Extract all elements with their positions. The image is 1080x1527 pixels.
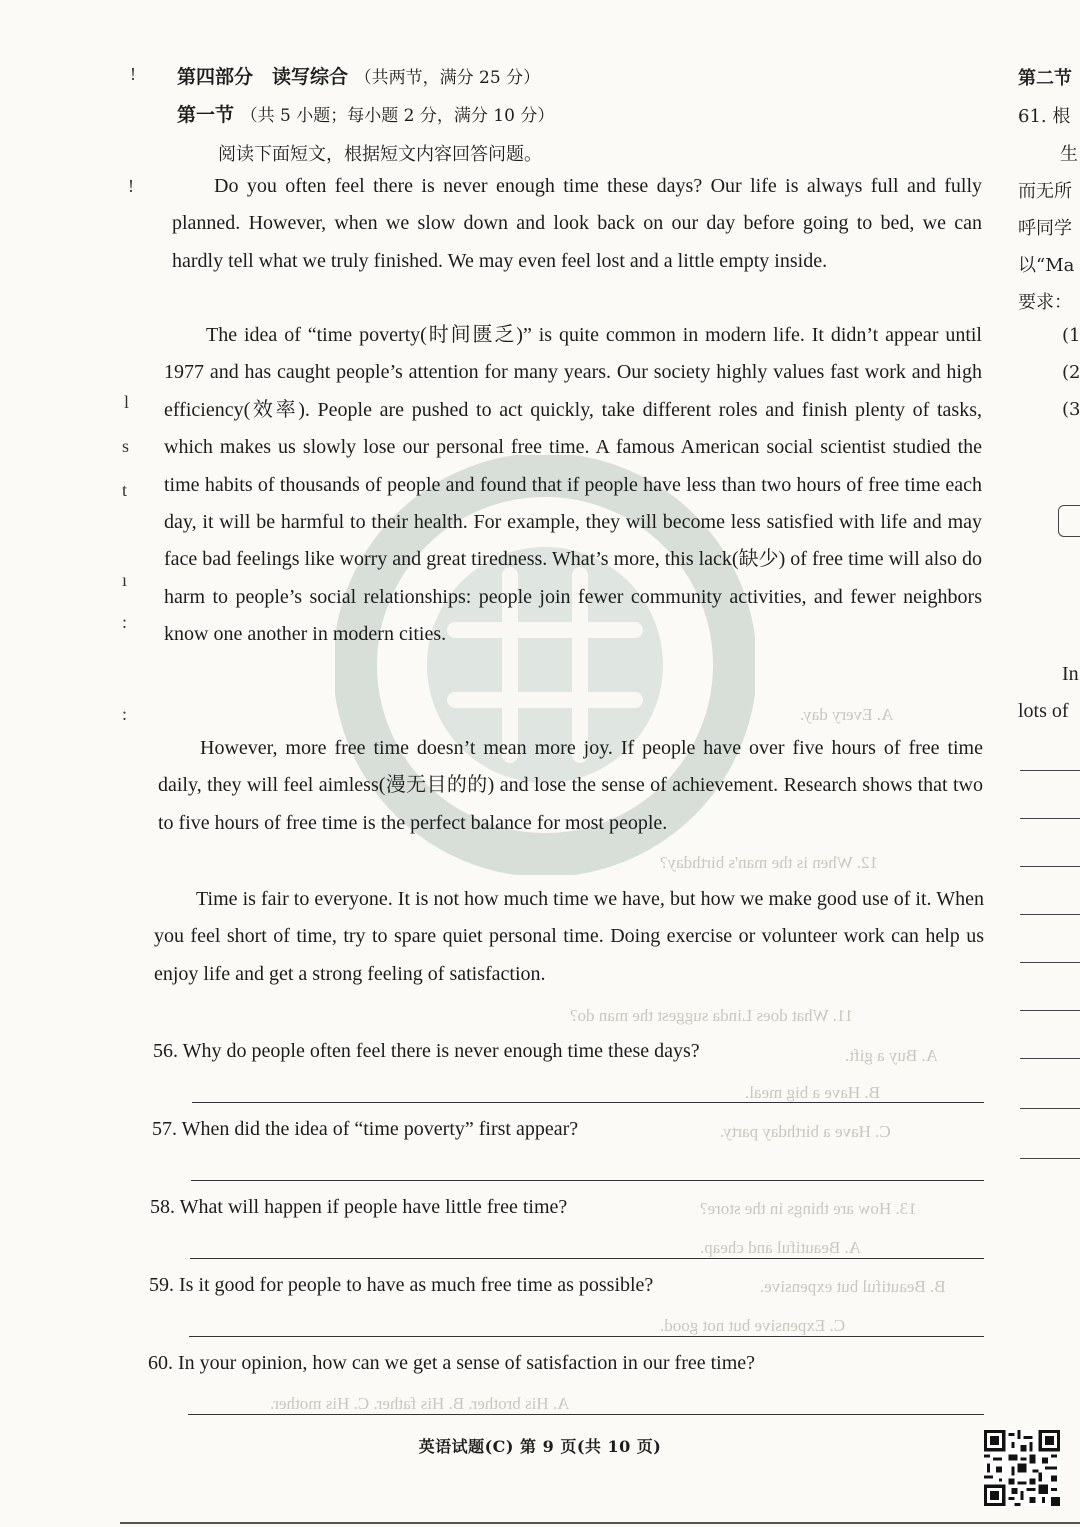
part-detail: （共两节，满分 25 分）: [354, 68, 541, 88]
bleed-text: 11. What does Linda suggest the man do?: [570, 1006, 854, 1025]
edge-text: lots of: [1018, 700, 1069, 722]
margin-mark: :: [122, 704, 128, 724]
edge-text: (1: [1062, 325, 1080, 346]
edge-answer-line: [1020, 818, 1080, 819]
edge-box: [1058, 505, 1080, 537]
question-text: What will happen if people have little free time?: [179, 1196, 568, 1218]
edge-text: 要求：: [1018, 292, 1072, 313]
bleed-text: 12. When is the man's birthday?: [660, 853, 879, 872]
bleed-text: C. Have a birthday party.: [720, 1122, 891, 1141]
margin-mark: s: [122, 436, 130, 456]
edge-answer-line: [1020, 1158, 1080, 1159]
bleed-text: A. Buy a gift.: [845, 1046, 939, 1065]
bleed-text: 13. How are things in the store?: [700, 1199, 917, 1218]
edge-text: 生: [1060, 144, 1078, 165]
qr-code-icon: [984, 1430, 1060, 1506]
passage-paragraph-4: Time is fair to everyone. It is not how much time we have, but how we make good use of it. When you feel short of time, try to spare quiet personal time. Doing exercise or volunteer work can help us enjoy life and get a strong feeling of satisfaction.: [154, 888, 984, 985]
part-title: 第四部分 读写综合: [177, 66, 349, 88]
edge-answer-line: [1020, 770, 1080, 771]
edge-text: 而无所: [1018, 181, 1072, 202]
edge-text: In: [1062, 663, 1079, 685]
section-heading: [177, 100, 554, 127]
margin-mark: t: [122, 480, 128, 500]
part-heading: [177, 62, 540, 89]
margin-mark: !: [130, 64, 136, 84]
question-number: 56.: [153, 1040, 178, 1062]
bleed-text: A. Every day.: [800, 705, 894, 724]
edge-text: (3: [1062, 399, 1080, 420]
question-text: When did the idea of “time poverty” first appear?: [181, 1118, 579, 1140]
question-text: Why do people often feel there is never enough time these days?: [182, 1040, 700, 1062]
bleed-text: B. Beautiful but expensive.: [760, 1277, 946, 1296]
passage-paragraph-3: However, more free time doesn’t mean more joy. If people have over five hours of free time daily, they will feel aimless(漫无目的的) and lose the sense of achievement. Research shows that two to five hours of free time is the perfect balance for most people.: [158, 737, 983, 834]
section-detail: （共 5 小题；每小题 2 分，满分 10 分）: [240, 106, 555, 126]
margin-mark: :: [122, 612, 128, 632]
question-60: [148, 1352, 755, 1375]
question-text: In your opinion, how can we get a sense of satisfaction in our free time?: [178, 1352, 756, 1374]
section-title: 第一节: [177, 104, 235, 126]
bleed-text: B. Have a big meal.: [745, 1083, 881, 1102]
edge-text: 以“Ma: [1018, 255, 1075, 276]
next-question-61: 61. 根: [1018, 106, 1071, 127]
passage-paragraph-2: The idea of “time poverty(时间匮乏)” is quite common in modern life. It didn’t appear until 1977 and has caught people’s attention for many years. Our society highly values fast work and high efficiency(效率). People are pushed to act quickly, take different roles and finish plenty of tasks, which makes us slowly lose our personal free time. A famous American social scientist studied the time habits of thousands of people and found that if people have less than two hours of free time each day, it will be harmful to their health. For example, they will become less satisfied with life and may face bad feelings like worry and great tiredness. What’s more, this lack(缺少) of free time will also do harm to people’s social relationships: people join fewer community activities, and fewer neighbors know one another in modern cities.: [164, 324, 982, 646]
edge-answer-line: [1020, 962, 1080, 963]
edge-answer-line: [1020, 866, 1080, 867]
next-section-heading: 第二节: [1018, 68, 1072, 89]
answer-line-60[interactable]: [188, 1414, 984, 1415]
question-number: 58.: [150, 1196, 175, 1218]
passage-paragraph-1: Do you often feel there is never enough time these days? Our life is always full and fully planned. However, when we slow down and look back on our day before going to bed, we can hardly tell what we truly finished. We may even feel lost and a little empty inside.: [172, 175, 982, 272]
bleed-text: A. His brother. B. His father. C. His mother.: [270, 1394, 570, 1413]
margin-mark: !: [128, 176, 134, 196]
margin-mark: ı: [122, 570, 128, 590]
margin-mark: l: [124, 392, 130, 412]
bleed-text: A. Beautiful and cheap.: [700, 1238, 861, 1257]
question-57: [152, 1118, 578, 1141]
bleed-text: C. Expensive but not good.: [660, 1316, 846, 1335]
edge-text: (2: [1062, 362, 1080, 383]
answer-line-58[interactable]: [190, 1258, 984, 1259]
edge-answer-line: [1020, 1058, 1080, 1059]
question-number: 59.: [149, 1274, 174, 1296]
question-number: 57.: [152, 1118, 177, 1140]
answer-line-59[interactable]: [189, 1336, 984, 1337]
question-59: [149, 1274, 653, 1297]
question-58: [150, 1196, 567, 1219]
edge-answer-line: [1020, 1108, 1080, 1109]
edge-answer-line: [1020, 914, 1080, 915]
page-footer: 英语试题(C) 第 9 页(共 10 页): [418, 1437, 662, 1456]
edge-text: 呼同学: [1018, 218, 1072, 239]
question-56: [153, 1040, 700, 1063]
question-number: 60.: [148, 1352, 173, 1374]
instruction-text: 阅读下面短文，根据短文内容回答问题。: [218, 144, 542, 165]
edge-answer-line: [1020, 1010, 1080, 1011]
bottom-rule: [120, 1522, 1080, 1524]
answer-line-57[interactable]: [191, 1180, 984, 1181]
question-text: Is it good for people to have as much free time as possible?: [179, 1274, 654, 1296]
answer-line-56[interactable]: [192, 1102, 984, 1103]
